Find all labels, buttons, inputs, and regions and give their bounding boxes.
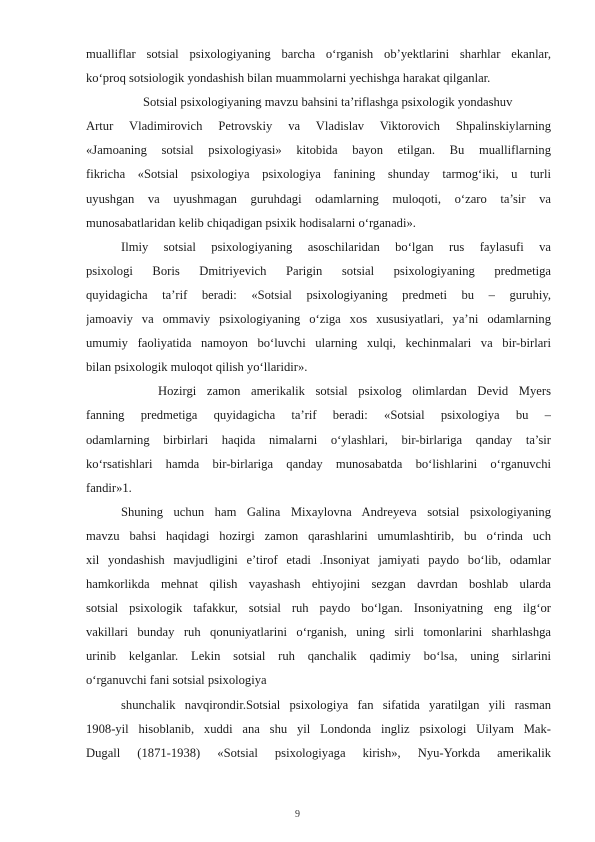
text-line-1: mualliflar sotsial psixologiyaning barcha o‘rganish ob’yektlarini sharhlar ekanlar,	[86, 47, 551, 61]
text-line-10: psixologi Boris Dmitriyevich Parigin sotsial psixologiyaning predmetiga	[86, 263, 551, 278]
text-line-22: xil yondashish mavjudligini e’tirof etadi .Insoniyat jamiyati paydo bo‘lib, odamlar	[86, 552, 551, 567]
text-line-12: jamoaviy va ommaviy psixologiyaning o‘ziga xos xususiyatlari, ya’ni odamlarning	[86, 312, 551, 327]
text-line-11: quyidagicha ta’rif beradi: «Sotsial psixologiyaning predmeti bu – guruhiy,	[86, 287, 551, 302]
text-line-20: Shuning uchun ham Galina Mixaylovna Andreyeva sotsial psixologiyaning	[121, 504, 551, 519]
text-line-9: Ilmiy sotsial psixologiyaning asoschilaridan bo‘lgan rus faylasufi va	[121, 239, 551, 254]
text-line-5: «Jamoaning sotsial psixologiyasi» kitobida bayon etilgan. Bu mualliflarning	[86, 143, 551, 158]
document-page	[86, 42, 551, 765]
text-line-29: 1908-yil hisoblanib, xuddi ana shu yil Londonda ingliz psixologi Uilyam Mak-	[86, 721, 551, 736]
text-line-14: bilan psixologik muloqot qilish yo‘llaridir».	[86, 360, 308, 375]
text-line-4: Artur Vladimirovich Petrovskiy va Vladislav Viktorovich Shpalinskiylarning	[86, 119, 551, 134]
text-line-18: ko‘rsatishlari hamda bir-birlariga qanday munosabatda bo‘lishlarini o‘rganuvchi	[86, 456, 551, 471]
text-line-17: odamlarning birbirlari haqida nimalarni o‘ylashlari, bir-birlariga qanday ta’sir	[86, 432, 551, 447]
text-line-26: urinib kelganlar. Lekin sotsial ruh qanchalik qadimiy bo‘lsa, uning sirlarini	[86, 649, 551, 664]
text-line-3: Sotsial psixologiyaning mavzu bahsini ta’riflashga psixologik yondashuv	[143, 95, 513, 110]
text-line-21: mavzu bahsi haqidagi hozirgi zamon qarashlarini umumlashtirib, bu o‘rinda uch	[86, 528, 551, 543]
text-line-16: fanning predmetiga quyidagicha ta’rif beradi: «Sotsial psixologiya bu –	[86, 408, 551, 423]
text-line-24: sotsial psixologik tafakkur, sotsial ruh paydo bo‘lgan. Insoniyatning eng ilg‘or	[86, 601, 551, 616]
text-line-6: fikricha «Sotsial psixologiya psixologiya fanining shunday tarmog‘iki, u turli	[86, 167, 551, 182]
text-line-30: Dugall (1871-1938) «Sotsial psixologiyaga kirish», Nyu-Yorkda amerikalik	[86, 745, 551, 760]
text-line-7: uyushgan va uyushmagan guruhdagi odamlarning muloqoti, o‘zaro ta’sir va	[86, 191, 551, 206]
text-line-27: o‘rganuvchi fani sotsial psixologiya	[86, 673, 267, 688]
text-line-25: vakillari bunday ruh qonuniyatlarini o‘rganish, uning sirli tomonlarini sharhlashga	[86, 625, 551, 640]
text-line-15: Hozirgi zamon amerikalik sotsial psixolog olimlardan Devid Myers	[158, 384, 551, 399]
text-line-13: umumiy faoliyatida namoyon bo‘luvchi ularning xulqi, kechinmalari va bir-birlari	[86, 336, 551, 351]
text-line-28: shunchalik navqirondir.Sotsial psixologiya fan sifatida yaratilgan yili rasman	[121, 697, 551, 712]
text-line-8: munosabatlaridan kelib chiqadigan psixik hodisalarni o‘rganadi».	[86, 215, 416, 230]
text-line-2: ko‘proq sotsiologik yondashish bilan muammolarni yechishga harakat qilganlar.	[86, 71, 491, 86]
text-line-23: hamkorlikda mehnat qilish vayashash ehtiyojini sezgan davrdan boshlab ularda	[86, 577, 551, 592]
page-number: 9	[295, 809, 300, 820]
text-line-19: fandir»1.	[86, 480, 132, 495]
